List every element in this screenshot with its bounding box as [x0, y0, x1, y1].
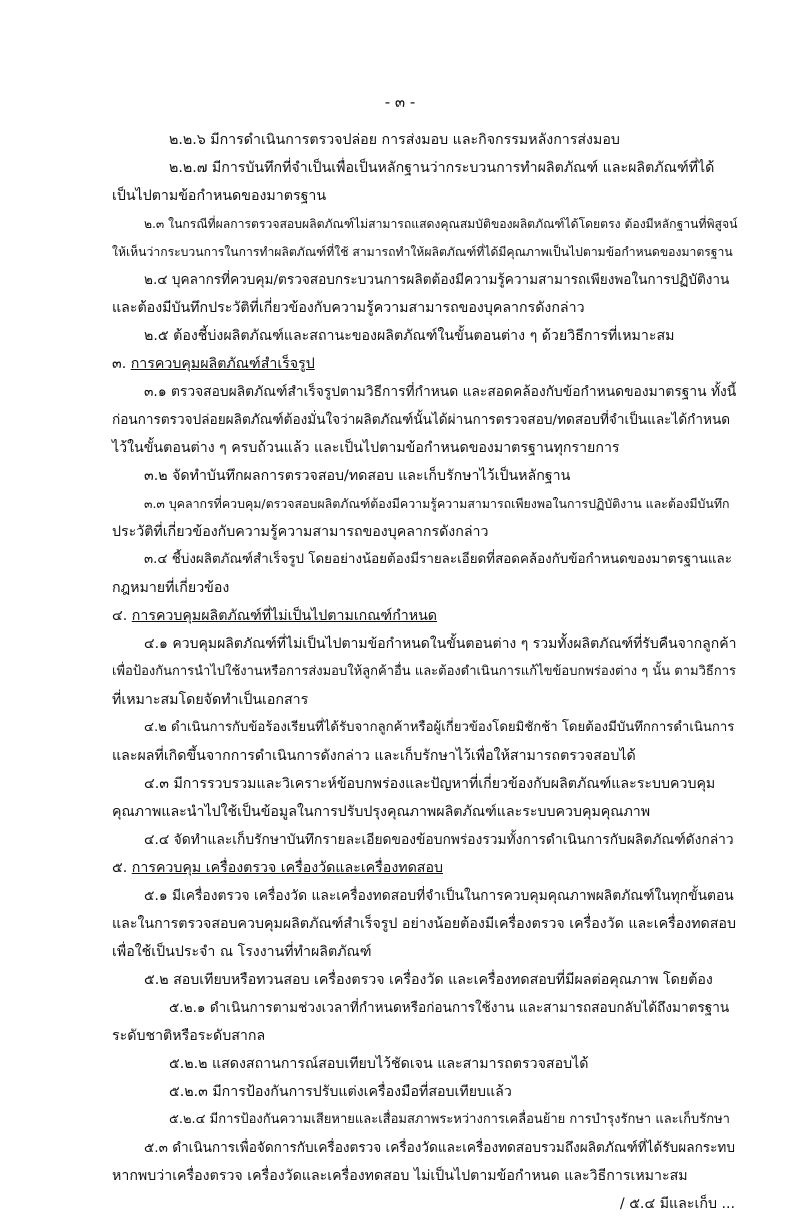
line-text: ระดับชาติหรือระดับสากล	[112, 1028, 266, 1044]
line-text: ๒.๒.๖ มีการดำเนินการตรวจปล่อย การส่งมอบ และกิจกรรมหลังการส่งมอบ	[169, 132, 620, 148]
section-title: การควบคุมผลิตภัณฑ์ที่ไม่เป็นไปตามเกณฑ์กำหนด	[131, 608, 438, 624]
line-text: ๔.๒ ดำเนินการกับข้อร้องเรียนที่ได้รับจากลูกค้าหรือผู้เกี่ยวข้องโดยมิชักช้า โดยต้องมีบันทึกการดำเนินการ	[144, 720, 735, 735]
page-number: - ๓ -	[384, 93, 416, 111]
text-line	[112, 182, 737, 210]
line-text: และต้องมีบันทึกประวัติที่เกี่ยวข้องกับความรู้ความสามารถของบุคลากรดังกล่าว	[112, 300, 585, 316]
text-line	[112, 518, 737, 546]
line-text: เพื่อใช้เป็นประจำ ณ โรงงานที่ทำผลิตภัณฑ์	[112, 944, 372, 960]
line-text: ๓.๓ บุคลากรที่ควบคุม/ตรวจสอบผลิตภัณฑ์ต้องมีความรู้ความสามารถเพียงพอในการปฏิบัติงาน และต้องมีบันทึก	[144, 496, 730, 511]
text-line	[112, 630, 737, 658]
line-text: และในการตรวจสอบควบคุมผลิตภัณฑ์สำเร็จรูป อย่างน้อยต้องมีเครื่องตรวจ เครื่องวัด และเครื่องทดสอบ	[112, 916, 736, 932]
line-text: คุณภาพและนำไปใช้เป็นข้อมูลในการปรับปรุงคุณภาพผลิตภัณฑ์และระบบควบคุมคุณภาพ	[112, 804, 651, 820]
text-line	[112, 910, 737, 938]
section-heading	[112, 350, 737, 378]
text-line	[112, 378, 737, 406]
line-text: ๒.๒.๗ มีการบันทึกที่จำเป็นเพื่อเป็นหลักฐานว่ากระบวนการทำผลิตภัณฑ์ และผลิตภัณฑ์ที่ได้	[169, 160, 715, 176]
text-line	[112, 406, 737, 434]
line-text: ๔.๑ ควบคุมผลิตภัณฑ์ที่ไม่เป็นไปตามข้อกำหนดในขั้นตอนต่าง ๆ รวมทั้งผลิตภัณฑ์ที่รับคืนจากลูกค้า	[144, 636, 737, 652]
line-text: ๒.๔ บุคลากรที่ควบคุม/ตรวจสอบกระบวนการผลิตต้องมีความรู้ความสามารถเพียงพอในการปฏิบัติงาน	[144, 272, 730, 288]
line-text: ที่เหมาะสมโดยจัดทำเป็นเอกสาร	[112, 692, 309, 708]
section-heading	[112, 854, 737, 882]
line-text: ๔.	[112, 608, 132, 624]
text-line	[112, 1050, 737, 1078]
line-text: ๒.๕ ต้องชี้บ่งผลิตภัณฑ์และสถานะของผลิตภัณฑ์ในขั้นตอนต่าง ๆ ด้วยวิธีการที่เหมาะสม	[144, 328, 675, 344]
text-line	[112, 210, 737, 238]
text-line	[112, 266, 737, 294]
text-line	[112, 1134, 737, 1162]
text-line	[112, 714, 737, 742]
line-text: ประวัติที่เกี่ยวข้องกับความรู้ความสามารถของบุคลากรดังกล่าว	[112, 524, 489, 540]
line-text: ให้เห็นว่ากระบวนการในการทำผลิตภัณฑ์ที่ใช้ สามารถทำให้ผลิตภัณฑ์ที่ได้มีคุณภาพเป็นไปตามข้อกำหนดของมาตรฐาน	[112, 245, 733, 259]
document-body	[112, 126, 737, 1218]
text-line	[112, 574, 737, 602]
text-line	[112, 546, 737, 574]
line-text: ไว้ในขั้นตอนต่าง ๆ ครบถ้วนแล้ว และเป็นไปตามข้อกำหนดของมาตรฐานทุกรายการ	[112, 440, 620, 456]
text-line	[112, 742, 737, 770]
text-line	[112, 938, 737, 966]
text-line	[112, 1106, 737, 1134]
line-text: เพื่อป้องกันการนำไปใช้งานหรือการส่งมอบให้ลูกค้าอื่น และต้องดำเนินการแก้ไขข้อบกพร่องต่าง ๆ นั้น ตามวิธีการ	[112, 664, 736, 679]
line-text: ก่อนการตรวจปล่อยผลิตภัณฑ์ต้องมั่นใจว่าผลิตภัณฑ์นั้นได้ผ่านการตรวจสอบ/ทดสอบที่จำเป็นและได้กำหนด	[112, 412, 731, 428]
line-text: ๒.๓ ในกรณีที่ผลการตรวจสอบผลิตภัณฑ์ไม่สามารถแสดงคุณสมบัติของผลิตภัณฑ์ได้โดยตรง ต้องมีหลักฐานที่พิสูจน์	[144, 217, 738, 231]
text-line	[112, 322, 737, 350]
line-text: หากพบว่าเครื่องตรวจ เครื่องวัดและเครื่องทดสอบ ไม่เป็นไปตามข้อกำหนด และวิธีการเหมาะสม	[112, 1168, 688, 1184]
text-line	[112, 1162, 737, 1190]
line-text: กฎหมายที่เกี่ยวข้อง	[112, 580, 230, 596]
text-line	[112, 1022, 737, 1050]
line-text: ๕.๒.๔ มีการป้องกันความเสียหายและเสื่อมสภาพระหว่างการเคลื่อนย้าย การบำรุงรักษา และเก็บรักษา	[169, 1112, 730, 1127]
line-text: ๔.๓ มีการรวบรวมและวิเคราะห์ข้อบกพร่องและปัญหาที่เกี่ยวข้องกับผลิตภัณฑ์และระบบควบคุม	[144, 776, 716, 792]
text-line	[112, 126, 737, 154]
line-text: ๕.๒.๒ แสดงสถานการณ์สอบเทียบไว้ชัดเจน และสามารถตรวจสอบได้	[169, 1056, 589, 1072]
line-text: ๕.๒.๓ มีการป้องกันการปรับแต่งเครื่องมือที่สอบเทียบแล้ว	[169, 1084, 512, 1100]
line-text: ๕.๒.๑ ดำเนินการตามช่วงเวลาที่กำหนดหรือก่อนการใช้งาน และสามารถสอบกลับได้ถึงมาตรฐาน	[169, 1000, 730, 1016]
section-heading	[112, 602, 737, 630]
line-text: ๕.๑ มีเครื่องตรวจ เครื่องวัด และเครื่องทดสอบที่จำเป็นในการควบคุมคุณภาพผลิตภัณฑ์ในทุกขั้นตอน	[144, 888, 734, 904]
text-line	[112, 658, 737, 686]
line-text: ๓.	[112, 356, 131, 372]
line-text: ๓.๒ จัดทำบันทึกผลการตรวจสอบ/ทดสอบ และเก็บรักษาไว้เป็นหลักฐาน	[144, 468, 571, 484]
line-text: ๕.	[112, 860, 132, 876]
section-title: การควบคุม เครื่องตรวจ เครื่องวัดและเครื่องทดสอบ	[131, 860, 443, 876]
line-text: ๕.๒ สอบเทียบหรือทวนสอบ เครื่องตรวจ เครื่องวัด และเครื่องทดสอบที่มีผลต่อคุณภาพ โดยต้อง	[144, 972, 713, 988]
text-line	[112, 798, 737, 826]
text-line	[112, 994, 737, 1022]
line-text: เป็นไปตามข้อกำหนดของมาตรฐาน	[112, 188, 327, 204]
line-text: ๓.๔ ชี้บ่งผลิตภัณฑ์สำเร็จรูป โดยอย่างน้อยต้องมีรายละเอียดที่สอดคล้องกับข้อกำหนดของมาตรฐานและ	[144, 552, 732, 567]
text-line	[112, 294, 737, 322]
text-line	[112, 1078, 737, 1106]
text-line	[112, 490, 737, 518]
text-line	[112, 154, 737, 182]
line-text: ๕.๓ ดำเนินการเพื่อจัดการกับเครื่องตรวจ เครื่องวัดและเครื่องทดสอบรวมถึงผลิตภัณฑ์ที่ได้รับผลกระทบ	[144, 1140, 735, 1156]
line-text: และผลที่เกิดขึ้นจากการดำเนินการดังกล่าว และเก็บรักษาไว้เพื่อให้สามารถตรวจสอบได้	[112, 748, 636, 764]
line-text: ๓.๑ ตรวจสอบผลิตภัณฑ์สำเร็จรูปตามวิธีการที่กำหนด และสอดคล้องกับข้อกำหนดของมาตรฐาน ทั้งนี้	[144, 384, 737, 400]
text-line	[112, 826, 737, 854]
text-line	[112, 686, 737, 714]
text-line	[112, 966, 737, 994]
continuation-note: / ๕.๔ มีและเก็บ ...	[619, 1196, 735, 1212]
section-title: การควบคุมผลิตภัณฑ์สำเร็จรูป	[130, 356, 315, 372]
text-line	[112, 462, 737, 490]
line-text: ๔.๔ จัดทำและเก็บรักษาบันทึกรายละเอียดของข้อบกพร่องรวมทั้งการดำเนินการกับผลิตภัณฑ์ดังกล่าว	[144, 832, 734, 848]
text-line	[112, 882, 737, 910]
text-line	[112, 770, 737, 798]
text-line	[112, 434, 737, 462]
text-line	[112, 238, 737, 266]
